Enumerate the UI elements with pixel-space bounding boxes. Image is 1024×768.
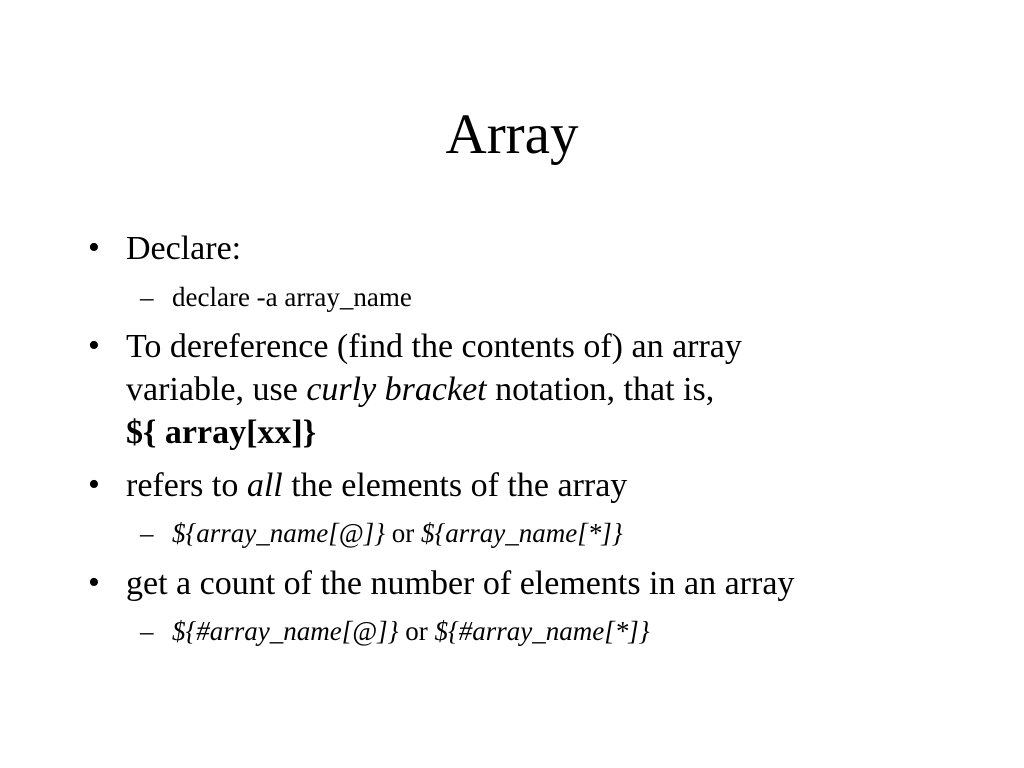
notation-text: notation, that is,	[486, 371, 715, 408]
bullet-glyph: •	[88, 229, 100, 266]
count-star-syntax: ${#array_name[*]}	[434, 616, 650, 646]
bullet-glyph: •	[88, 466, 100, 503]
or-text: or	[398, 616, 435, 646]
bullet-dereference-line2	[126, 370, 714, 410]
sub-all-elements	[172, 517, 623, 549]
bullet-glyph: •	[88, 327, 100, 364]
bullet-glyph: •	[88, 564, 100, 601]
bullet-count: get a count of the number of elements in an array	[126, 565, 795, 602]
elements-text: the elements of the array	[282, 467, 628, 504]
bullet-dereference-line3	[126, 413, 316, 453]
array-syntax: ${ array[xx]}	[126, 414, 317, 451]
dash-glyph: –	[140, 518, 154, 548]
bullet-dereference-line1: To dereference (find the contents of) an array	[126, 328, 742, 365]
count-at-syntax: ${#array_name[@]}	[172, 616, 399, 646]
dereference-text: variable, use	[126, 371, 307, 408]
or-text: or	[384, 518, 421, 548]
dash-glyph: –	[140, 282, 154, 312]
dash-glyph: –	[140, 616, 154, 646]
refers-text: refers to	[126, 467, 247, 504]
all-at-syntax: ${array_name[@]}	[172, 518, 385, 548]
sub-declare-command: declare -a array_name	[172, 282, 412, 312]
bullet-declare: Declare:	[126, 230, 242, 267]
all-star-syntax: ${array_name[*]}	[420, 518, 623, 548]
bullet-refers-all	[126, 466, 627, 506]
slide-title: Array	[445, 103, 579, 166]
sub-count	[172, 615, 650, 647]
all-emphasis: all	[246, 467, 283, 504]
curly-bracket-emphasis: curly bracket	[306, 371, 487, 408]
